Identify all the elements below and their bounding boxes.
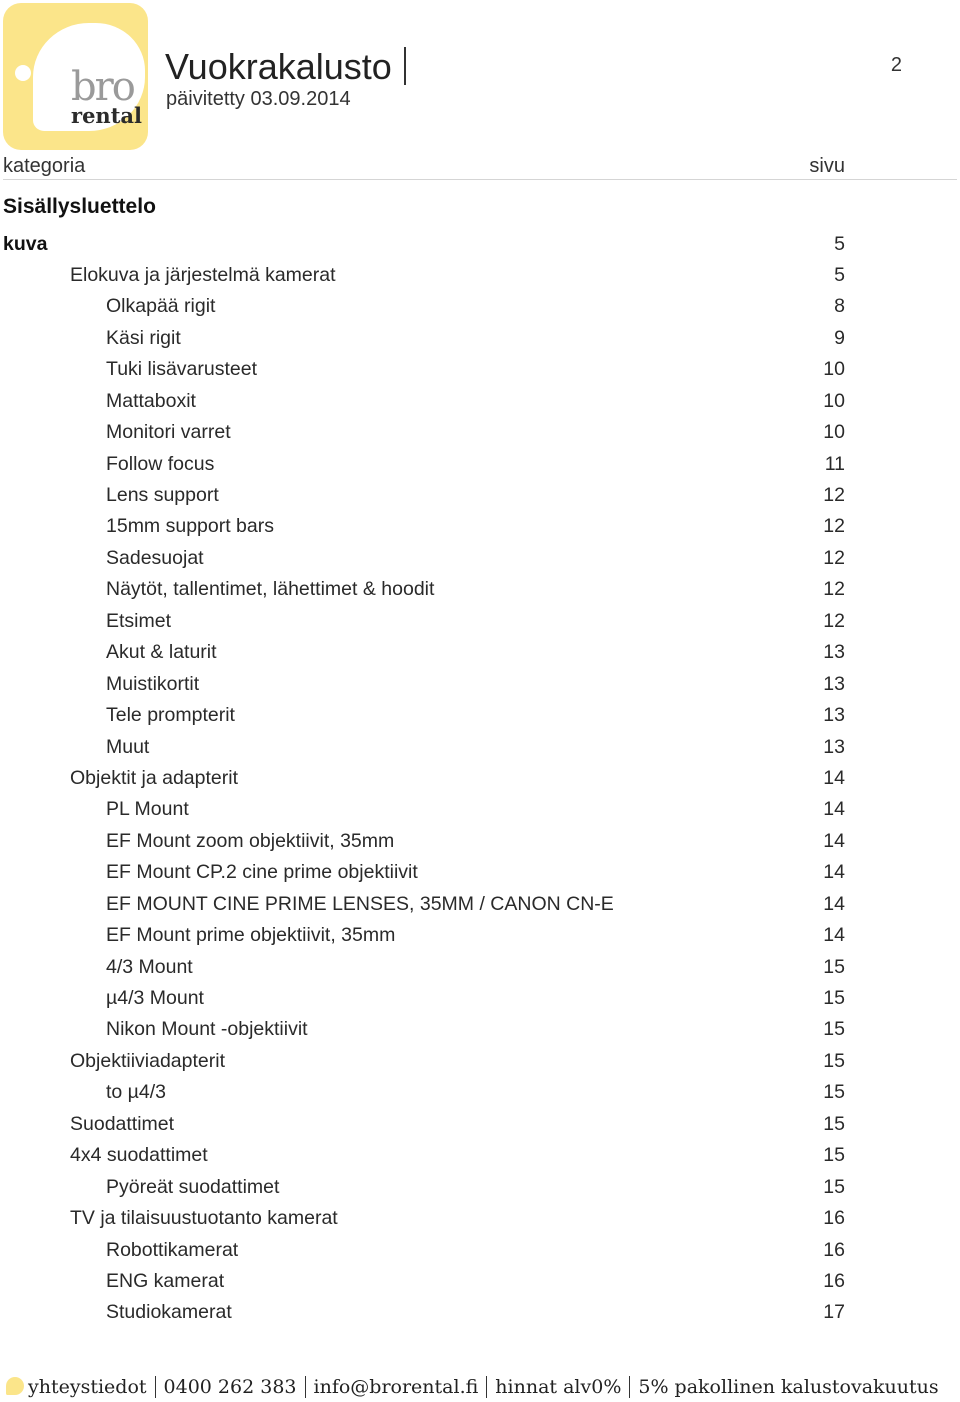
toc-entry[interactable] — [3, 480, 845, 511]
toc-entry-page: 13 — [823, 704, 845, 727]
footer-insurance: 5% pakollinen kalustovakuutus — [638, 1376, 939, 1398]
toc-entry-label: Elokuva ja järjestelmä kamerat — [70, 263, 336, 286]
toc-entry-label: Tuki lisävarusteet — [106, 358, 258, 381]
toc-entry-label: to µ4/3 — [106, 1081, 167, 1104]
toc-entry[interactable] — [3, 826, 845, 857]
toc-entry-page: 16 — [823, 1207, 845, 1230]
toc-entry-page: 10 — [823, 421, 845, 444]
toc-entry[interactable] — [3, 1297, 845, 1328]
toc-entry-page: 14 — [823, 766, 845, 789]
toc-entry-label: 4x4 suodattimet — [70, 1144, 208, 1167]
toc-entry-page: 8 — [834, 295, 845, 318]
column-header-page: sivu — [809, 155, 845, 177]
toc-entry-page: 16 — [823, 1269, 845, 1292]
toc-entry-label: ENG kamerat — [106, 1269, 225, 1292]
toc-entry-page: 10 — [823, 389, 845, 412]
footer — [6, 1372, 939, 1402]
toc-entry-page: 17 — [823, 1301, 845, 1324]
logo-dot — [15, 65, 31, 81]
footer-divider — [155, 1376, 156, 1398]
toc-entry-page: 5 — [834, 263, 845, 286]
toc-entry-label: PL Mount — [106, 798, 189, 821]
toc-entry[interactable] — [3, 669, 845, 700]
toc-entry-page: 12 — [823, 578, 845, 601]
toc-entry-label: EF Mount prime objektiivit, 35mm — [106, 924, 396, 947]
toc-entry-label: 4/3 Mount — [106, 955, 193, 978]
toc-entry-page: 15 — [823, 1112, 845, 1135]
toc-entry-page: 14 — [823, 829, 845, 852]
toc-entry-page: 14 — [823, 892, 845, 915]
toc-entry[interactable] — [3, 1203, 845, 1234]
toc-entry[interactable] — [3, 857, 845, 888]
toc-entry-page: 15 — [823, 1081, 845, 1104]
page-title — [165, 46, 406, 88]
toc-entry-page: 15 — [823, 955, 845, 978]
page-title-text: Vuokrakalusto — [165, 46, 392, 87]
toc-entry-page: 12 — [823, 515, 845, 538]
toc-entry-label: kuva — [3, 232, 48, 255]
toc-entry[interactable] — [3, 323, 845, 354]
toc-entry[interactable] — [3, 543, 845, 574]
toc-entry[interactable] — [3, 1140, 845, 1171]
toc-entry-label: EF Mount zoom objektiivit, 35mm — [106, 829, 395, 852]
toc-entry-page: 12 — [823, 546, 845, 569]
toc-entry-label: Nikon Mount -objektiivit — [106, 1018, 308, 1041]
toc-entry-label: Akut & laturit — [106, 641, 217, 664]
toc-entry-label: µ4/3 Mount — [106, 987, 204, 1009]
footer-logo-blob — [6, 1377, 24, 1395]
toc-entry-page: 13 — [823, 641, 845, 664]
toc-entry[interactable] — [3, 889, 845, 920]
toc-entry-page: 14 — [823, 798, 845, 821]
toc-entry-page: 15 — [823, 987, 845, 1009]
toc-entry[interactable] — [3, 1014, 845, 1045]
toc-entry-page: 13 — [823, 735, 845, 758]
toc-entry-page: 13 — [823, 672, 845, 695]
toc-entry[interactable] — [3, 1109, 845, 1140]
table-of-contents — [3, 229, 845, 1329]
toc-entry-page: 14 — [823, 861, 845, 884]
toc-entry-label: Mattaboxit — [106, 389, 196, 412]
toc-entry[interactable] — [3, 1172, 845, 1203]
toc-entry-page: 15 — [823, 1175, 845, 1198]
toc-entry-label: EF Mount CP.2 cine prime objektiivit — [106, 861, 418, 884]
toc-entry-label: Etsimet — [106, 609, 172, 632]
toc-entry-page: 15 — [823, 1144, 845, 1167]
toc-entry-label: Lens support — [106, 484, 219, 506]
toc-entry[interactable] — [3, 417, 845, 448]
toc-entry[interactable] — [3, 1235, 845, 1266]
footer-phone[interactable]: 0400 262 383 — [163, 1376, 297, 1398]
column-header-category: kategoria — [3, 155, 86, 177]
toc-entry[interactable] — [3, 920, 845, 951]
footer-divider — [629, 1376, 630, 1398]
toc-entry[interactable] — [3, 637, 845, 668]
footer-divider — [486, 1376, 487, 1398]
toc-entry[interactable] — [3, 229, 845, 260]
toc-entry-label: Tele prompterit — [106, 704, 235, 727]
toc-entry[interactable] — [3, 700, 845, 731]
toc-entry-label: Suodattimet — [70, 1112, 175, 1135]
toc-entry[interactable] — [3, 1266, 845, 1297]
toc-entry[interactable] — [3, 606, 845, 637]
toc-entry-label: Muut — [106, 735, 150, 758]
toc-entry[interactable] — [3, 260, 845, 291]
footer-contacts: yhteystiedot — [28, 1376, 147, 1398]
toc-entry-label: Olkapää rigit — [106, 295, 216, 318]
toc-entry-label: EF MOUNT CINE PRIME LENSES, 35MM / CANON CN-E — [106, 892, 614, 915]
toc-entry-label: Näytöt, tallentimet, lähettimet & hoodit — [106, 578, 435, 601]
toc-entry-label: Studiokamerat — [106, 1301, 232, 1324]
toc-entry-label: TV ja tilaisuustuotanto kamerat — [70, 1207, 338, 1230]
brand-logo — [3, 3, 148, 150]
toc-entry-page: 12 — [823, 484, 845, 506]
toc-entry-page: 15 — [823, 1049, 845, 1072]
toc-entry-label: Monitori varret — [106, 421, 231, 444]
toc-entry-label: Pyöreät suodattimet — [106, 1175, 280, 1198]
toc-heading: Sisällysluettelo — [3, 195, 156, 218]
toc-entry-page: 14 — [823, 924, 845, 947]
toc-entry-page: 16 — [823, 1238, 845, 1261]
logo-text-bro: bro — [71, 64, 134, 110]
toc-entry-label: Käsi rigit — [106, 326, 181, 349]
toc-entry[interactable] — [3, 1077, 845, 1108]
footer-prices: hinnat alv0% — [495, 1376, 622, 1398]
toc-entry-label: Muistikortit — [106, 672, 200, 695]
toc-entry[interactable] — [3, 511, 845, 542]
toc-entry-label: Sadesuojat — [106, 546, 204, 569]
toc-entry-page: 15 — [823, 1018, 845, 1041]
toc-entry-label: Objektit ja adapterit — [70, 766, 239, 789]
toc-entry[interactable] — [3, 763, 845, 794]
toc-entry-label: Objektiiviadapterit — [70, 1049, 225, 1072]
toc-entry[interactable] — [3, 732, 845, 763]
toc-entry[interactable] — [3, 983, 845, 1014]
toc-entry-page: 12 — [823, 609, 845, 632]
toc-entry[interactable] — [3, 574, 845, 605]
toc-entry[interactable] — [3, 794, 845, 825]
toc-entry-label: 15mm support bars — [106, 515, 274, 538]
toc-entry[interactable] — [3, 449, 845, 480]
toc-entry-page: 5 — [834, 232, 845, 255]
toc-entry[interactable] — [3, 386, 845, 417]
title-divider — [404, 47, 406, 85]
toc-entry-page: 10 — [823, 358, 845, 381]
toc-entry-page: 11 — [824, 452, 845, 475]
toc-entry-label: Robottikamerat — [106, 1238, 239, 1261]
toc-entry[interactable] — [3, 291, 845, 322]
toc-entry-page: 9 — [834, 326, 845, 349]
toc-entry[interactable] — [3, 354, 845, 385]
footer-divider — [305, 1376, 306, 1398]
toc-entry[interactable] — [3, 952, 845, 983]
column-header — [3, 153, 957, 180]
page-number: 2 — [890, 54, 902, 76]
toc-entry[interactable] — [3, 1046, 845, 1077]
updated-date: päivitetty 03.09.2014 — [166, 88, 351, 110]
toc-entry-label: Follow focus — [106, 452, 215, 475]
footer-email[interactable]: info@brorental.fi — [313, 1376, 479, 1398]
logo-text-rental: rental — [71, 103, 142, 128]
